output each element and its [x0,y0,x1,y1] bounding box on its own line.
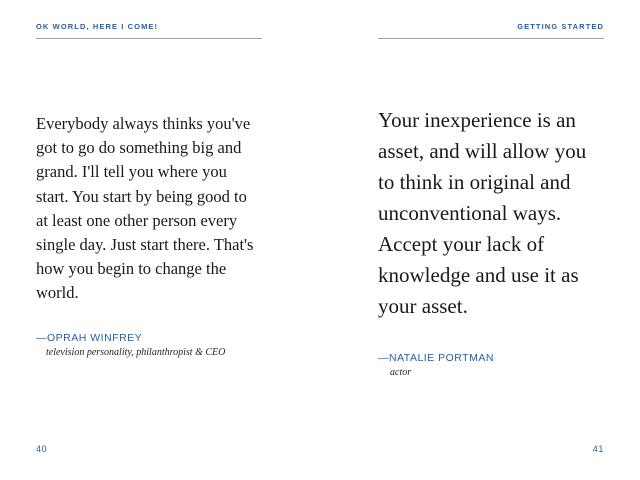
attribution-right [378,352,604,378]
attribution-left [36,332,262,358]
page-number-left: 40 [36,444,48,454]
running-head-right: GETTING STARTED [517,22,604,31]
attribution-name-left: —OPRAH WINFREY [36,331,143,344]
quote-text-right: Your inexperience is an asset, and will allow you to think in original and unconventional ways. Accept your lack of knowledge and use it as your asset. [378,108,587,318]
attribution-role-left: television personality, philanthropist & CEO [46,346,226,358]
header-rule-left [36,38,262,39]
quote-block-right [378,105,604,378]
header-rule-right [378,38,604,39]
attribution-role-right: actor [390,367,412,378]
page-number-right: 41 [592,444,604,454]
spread-gutter [320,0,321,480]
running-head-left: OK WORLD, HERE I COME! [36,22,159,31]
page-right [320,0,640,480]
quote-block-left [36,112,262,358]
quote-text-left: Everybody always thinks you've got to go do something big and grand. I'll tell you where you start. You start by being good to at least one other person every single day. Just start there. That's how you begin to change the world. [36,114,254,303]
attribution-name-right: —NATALIE PORTMAN [378,352,494,364]
